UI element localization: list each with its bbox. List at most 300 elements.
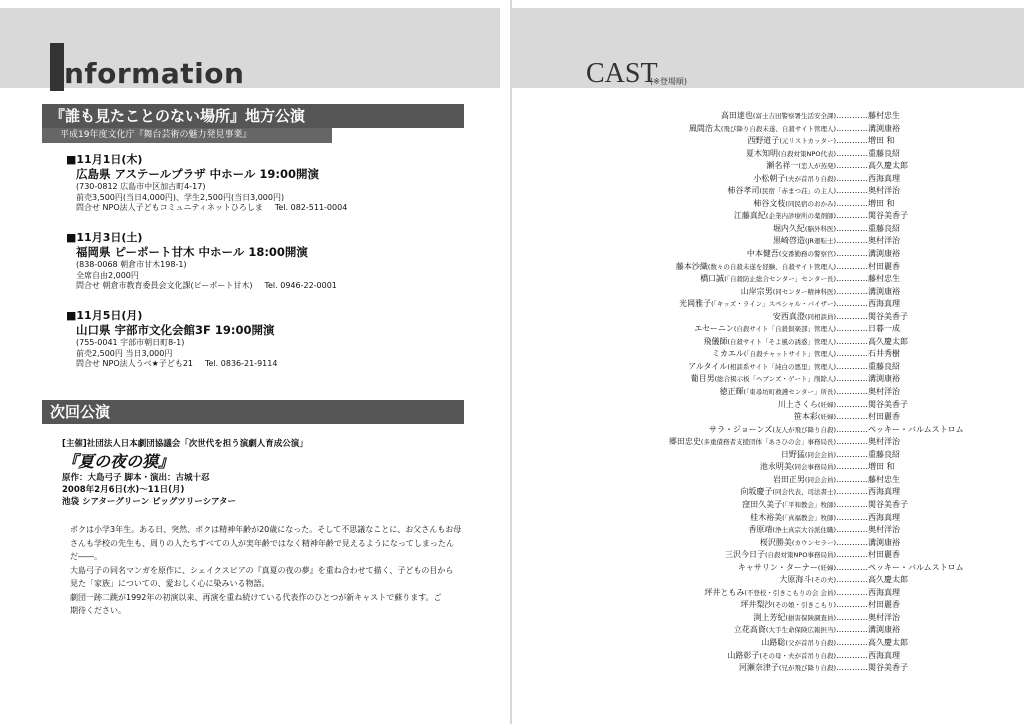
cast-character: 坪井ともみ [704, 587, 745, 597]
description-line: 期待ください。 [70, 606, 126, 615]
cast-row [512, 612, 1024, 625]
cast-role: (自殺サイト「自殺倶楽部」管理人) [733, 325, 836, 334]
cast-character-role [689, 123, 868, 136]
cast-actor: 増田 和 [868, 136, 895, 146]
cast-row [512, 562, 1024, 575]
cast-actor: 奥村洋治 [868, 387, 900, 397]
cast-actor: 藤村忠生 [868, 111, 900, 120]
cast-role: (その夫) [811, 576, 836, 585]
venue-name: 広島県 アステールプラザ 中ホール 19:00開演 [76, 167, 319, 181]
cast-character-role [761, 637, 868, 650]
cast-leader: ………… [836, 299, 868, 309]
cast-character: 大原海斗 [779, 575, 812, 585]
cast-leader: ………… [836, 424, 868, 434]
cast-character-role [679, 298, 868, 311]
cast-actor: 奥村洋治 [868, 186, 900, 196]
cast-note: (※登場順) [650, 77, 687, 86]
cast-leader: ………… [836, 361, 868, 371]
information-title: nformation [64, 57, 245, 90]
cast-character-role [721, 110, 868, 123]
cast-actor: 関谷美香子 [868, 211, 908, 221]
cast-leader: ………… [836, 324, 868, 334]
venue-3 [66, 308, 476, 370]
cast-row [512, 286, 1024, 299]
cast-leader: ………… [836, 249, 868, 259]
cast-role: (妊婦) [817, 413, 836, 422]
cast-character: 池永明美 [759, 462, 792, 472]
cast-character: 向坂慶子 [740, 487, 773, 497]
play-dates: 2008年2月6日(水)～11日(月) [62, 485, 185, 495]
cast-actor: 奥村洋治 [868, 236, 900, 246]
cast-leader: ………… [836, 161, 868, 171]
cast-character: アルタイル [688, 361, 728, 371]
information-initial [50, 43, 64, 91]
cast-character: 三沢今日子 [725, 550, 766, 560]
cast-actor: 西海真理 [868, 512, 900, 522]
cast-leader: ………… [836, 487, 868, 497]
cast-row [512, 185, 1024, 198]
cast-role: (父が首吊り自殺) [785, 638, 836, 647]
cast-role: (友人が飛び降り自殺) [772, 425, 836, 434]
description-line: 大島弓子の同名マンガを原作に、シェイクスピアの『真夏の夜の夢』を重ね合わせて描く、子どもの目から [70, 565, 454, 575]
cast-leader: ………… [836, 462, 868, 472]
cast-row [512, 461, 1024, 474]
cast-character: 西野道子 [747, 136, 780, 146]
cast-role: (相談系サイト「純白の悪里」管理人) [727, 362, 836, 371]
cast-row [512, 662, 1024, 675]
cast-actor: 重藤良紹 [868, 361, 900, 371]
cast-leader: ………… [836, 211, 868, 221]
cast-leader: ………… [836, 437, 868, 447]
cast-character: 小松朝子 [753, 173, 786, 183]
cast-character-role [742, 499, 868, 512]
cast-leader: ………… [836, 274, 868, 284]
cast-leader: ………… [836, 474, 868, 484]
cast-character-role [773, 474, 868, 487]
cast-row [512, 386, 1024, 399]
cast-actor: 重藤良紹 [868, 148, 900, 158]
venue-tel: Tel. 0836-21-9114 [205, 359, 278, 368]
information-header [0, 8, 500, 88]
cast-actor: 西海真理 [868, 650, 900, 660]
cast-leader: ………… [836, 550, 868, 560]
cast-leader: ………… [836, 148, 868, 158]
cast-character-role [734, 624, 868, 637]
cast-row [512, 499, 1024, 512]
cast-character-role [773, 235, 868, 248]
cast-row [512, 261, 1024, 274]
venue-address: (730-0812 広島市中区加古町4-17) [76, 182, 206, 191]
cast-leader: ………… [836, 663, 868, 673]
cast-leader: ………… [836, 562, 868, 572]
organizer: [主催]社団法人日本劇団協議会「次世代を担う演劇人育成公演」 [62, 439, 308, 449]
cast-character-role [747, 135, 868, 148]
cast-leader: ………… [836, 537, 868, 547]
cast-actor: 関谷美香子 [868, 399, 908, 409]
cast-character-role [725, 549, 868, 562]
cast-role: (損害保険調査員) [785, 613, 836, 622]
cast-character-role [778, 399, 868, 412]
venue-date: ■11月3日(土) [66, 231, 143, 244]
cast-leader: ………… [836, 261, 868, 271]
cast-character: 葡目男 [690, 374, 715, 384]
cast-actor: 関谷美香子 [868, 663, 908, 673]
cast-character: 堀内久紀 [772, 223, 805, 233]
play-venue: 池袋 シアターグリーン ビッグツリーシアター [62, 497, 237, 507]
cast-character-role [694, 323, 868, 336]
cast-character: 橋口誠 [700, 274, 725, 284]
cast-row [512, 323, 1024, 336]
cast-role: (同センター精神科医) [772, 287, 836, 296]
cast-leader: ………… [836, 387, 868, 397]
venue-contact: 問合せ NPO法人うべ★子ども21 Tel. 0836-21-9114 [76, 359, 278, 368]
cast-actor: ペッキー・バルムストロム [868, 562, 964, 572]
cast-role: (「平和教会」牧師) [782, 500, 836, 509]
cast-character-role [739, 662, 868, 675]
cast-leader: ………… [836, 625, 868, 635]
cast-character-role [741, 286, 868, 299]
cast-character-role [703, 336, 868, 349]
cast-role: (自殺対策NPO事務局員) [765, 551, 836, 560]
cast-role: (同会代表、司法書士) [772, 488, 836, 497]
cast-character-role [727, 185, 868, 198]
cast-actor: 奥村洋治 [868, 437, 900, 447]
cast-leader: ………… [836, 575, 868, 585]
cast-row [512, 650, 1024, 663]
cast-role: (自殺対策NPO代表) [778, 149, 836, 158]
cast-character-role [750, 512, 868, 525]
cast-actor: 関谷美香子 [868, 499, 908, 509]
cast-role: (自殺サイト「そよ風の誘惑」管理人) [727, 337, 836, 346]
cast-row [512, 537, 1024, 550]
cast-character: 山岸宗男 [740, 286, 773, 296]
cast-leader: ………… [836, 412, 868, 422]
cast-character: 安西真澄 [772, 311, 805, 321]
cast-character: 江藤真紀 [733, 211, 766, 221]
cast-leader: ………… [836, 236, 868, 246]
description-line: ボクは小学3年生。ある日、突然、ボクは精神年齢が20歳になった。そして不思議なことに、お父さんもお母 [70, 525, 462, 534]
cast-row [512, 599, 1024, 612]
cast-character: サラ・ジョーンズ [708, 424, 773, 434]
right-page [512, 0, 1024, 724]
cast-row [512, 361, 1024, 374]
cast-character-role [794, 411, 868, 424]
cast-actor: 溝渕康裕 [868, 249, 900, 259]
cast-row [512, 311, 1024, 324]
cast-title: CAST [586, 58, 658, 89]
cast-character-role [753, 612, 868, 625]
venue-1 [66, 152, 476, 214]
venue-tel: Tel. 082-511-0004 [274, 203, 348, 212]
cast-leader: ………… [836, 136, 868, 146]
cast-role: (妊婦) [817, 400, 836, 409]
description-line: さんも学校の先生も、周りの人たちすべての人が実年齢ではなく精神年齢で見えるようになってしまったん [70, 538, 454, 548]
cast-role: (夫が首吊り自殺) [785, 174, 836, 183]
cast-leader: ………… [836, 349, 868, 359]
cast-row [512, 436, 1024, 449]
cast-role: (同相談員) [804, 312, 836, 321]
cast-leader: ………… [836, 198, 868, 208]
venue-address: (838-0068 朝倉市甘木198-1) [76, 260, 187, 269]
cast-actor: 藤村忠生 [868, 474, 900, 484]
play-title: 『夏の夜の獏』 [62, 452, 175, 471]
cast-character: 桜沢勝美 [759, 537, 792, 547]
cast-role: (浄土真宗大谷派住職) [772, 526, 836, 535]
cast-character: エセーニン [694, 324, 734, 334]
cast-role: (交番勤務の警察官) [778, 250, 836, 259]
tour-title: 『誰も見たことのない場所』地方公演 [42, 104, 464, 128]
cast-row [512, 624, 1024, 637]
cast-leader: ………… [836, 123, 868, 133]
cast-role: (恋人が蒸発) [798, 162, 836, 171]
cast-character: 川上さくら [777, 399, 818, 409]
cast-row [512, 587, 1024, 600]
cast-actor: 高久慶太郎 [868, 336, 908, 346]
cast-leader: ………… [836, 311, 868, 321]
cast-role: (不登校・引きこもりの会 会員) [744, 588, 836, 597]
cast-character: 高田達也 [720, 111, 753, 120]
cast-character-role [727, 650, 868, 663]
cast-leader: ………… [836, 449, 868, 459]
cast-character-role [704, 587, 868, 600]
cast-character-role [691, 373, 868, 386]
cast-character-role [773, 223, 868, 236]
cast-row [512, 449, 1024, 462]
cast-character-role [760, 461, 868, 474]
venue-contact: 問合せ NPO法人子どもコミュニティネットひろしま Tel. 082-511-0004 [76, 203, 348, 212]
cast-row [512, 574, 1024, 587]
cast-actor: 西海真理 [868, 587, 900, 597]
cast-actor: 増田 和 [868, 462, 895, 472]
cast-character: キャサリン・ターナー [737, 562, 818, 572]
cast-row [512, 148, 1024, 161]
cast-character: 笹本彩 [793, 412, 818, 422]
cast-role: (富士吉田警察署生活安全課) [752, 112, 836, 120]
cast-actor: 西海真理 [868, 487, 900, 497]
cast-leader: ………… [836, 525, 868, 535]
cast-leader: ………… [836, 650, 868, 660]
cast-actor: 西海真理 [868, 299, 900, 309]
cast-character: 柿谷文枝 [753, 198, 786, 208]
cast-character-role [779, 574, 868, 587]
cast-row [512, 474, 1024, 487]
next-performance-title: 次回公演 [42, 400, 464, 424]
cast-role: (その母・夫が首吊り自殺) [759, 651, 836, 660]
cast-role: (同会事務局員) [791, 463, 836, 472]
cast-character-role [734, 210, 868, 223]
cast-character: 飛儀師 [703, 336, 728, 346]
cast-character: 風間浩太 [688, 123, 721, 133]
cast-character-role [676, 261, 868, 274]
cast-actor: 高久慶太郎 [868, 575, 908, 585]
cast-row [512, 424, 1024, 437]
cast-character: 光岡雅子 [679, 299, 712, 309]
cast-actor: 西海真理 [868, 173, 900, 183]
cast-row [512, 110, 1024, 123]
cast-leader: ………… [836, 223, 868, 233]
cast-character: 河瀬奈津子 [738, 663, 779, 673]
cast-list [512, 110, 1024, 675]
cast-row [512, 160, 1024, 173]
cast-actor: 高久慶太郎 [868, 637, 908, 647]
cast-actor: 日暮一成 [868, 324, 900, 334]
cast-role: (大手生命保険広報担当) [765, 626, 836, 635]
venue-name: 福岡県 ピーポート甘木 中ホール 18:00開演 [76, 245, 308, 259]
cast-role: (脳外科医) [804, 224, 836, 233]
cast-row [512, 486, 1024, 499]
cast-character-role [719, 386, 868, 399]
cast-row [512, 512, 1024, 525]
cast-character-role [753, 198, 868, 211]
cast-actor: 村田麗香 [868, 261, 900, 271]
cast-row [512, 173, 1024, 186]
cast-character: 中本健吾 [746, 249, 779, 259]
cast-character: 山路彰子 [727, 650, 760, 660]
cast-role: (数々の自殺未遂を経験、自殺サイト管理人) [707, 262, 836, 271]
cast-character: 徳正輝 [719, 387, 744, 397]
next-performance-info [62, 438, 482, 508]
cast-character: 夏木知明 [746, 148, 779, 158]
play-description [70, 524, 470, 619]
cast-character: 藤本沙織 [675, 261, 708, 271]
cast-row [512, 399, 1024, 412]
cast-role: (同会会員) [804, 475, 836, 484]
cast-row [512, 411, 1024, 424]
cast-character: 立花高資 [733, 625, 766, 635]
cast-role: (「キッズ・ライン」スペシャル・バイザー) [711, 300, 836, 309]
cast-character-role [700, 273, 868, 286]
cast-actor: 村田麗香 [868, 600, 900, 610]
cast-character-role [746, 148, 868, 161]
cast-character: 香原靖 [748, 525, 773, 535]
cast-actor: 高久慶太郎 [868, 161, 908, 171]
cast-role: (同会会員) [804, 450, 836, 459]
cast-role: (総合掲示板「ヘブンズ・ゲート」削除人) [714, 375, 836, 384]
description-line: だ――。 [70, 552, 102, 561]
cast-actor: 重藤良紹 [868, 449, 900, 459]
cast-character-role [747, 248, 868, 261]
cast-role: (同民宿のおかみ) [785, 199, 836, 208]
cast-role: (その娘・引きこもり) [772, 601, 836, 610]
cast-leader: ………… [836, 637, 868, 647]
cast-character-role [760, 537, 868, 550]
cast-character: ミカエル [711, 349, 744, 359]
cast-actor: 溝渕康裕 [868, 537, 900, 547]
cast-character-role [781, 449, 868, 462]
cast-row [512, 637, 1024, 650]
play-credits: 原作：大島弓子 脚本・演出：古城十忍 [62, 473, 210, 483]
cast-actor: 奥村洋治 [868, 525, 900, 535]
cast-actor: 藤村忠生 [868, 274, 900, 284]
cast-character: 柿谷孝司 [727, 186, 760, 196]
cast-actor: 奥村洋治 [868, 612, 900, 622]
cast-leader: ………… [836, 499, 868, 509]
cast-row [512, 336, 1024, 349]
cast-role: (企業内診療所の薬剤師) [765, 212, 836, 221]
cast-row [512, 248, 1024, 261]
venue-address: (755-0041 宇部市朝日町8-1) [76, 338, 185, 347]
cast-character: 山路聡 [761, 637, 786, 647]
cast-character: 郷田忠史 [668, 437, 701, 447]
cast-header [512, 8, 1024, 88]
venue-date: ■11月5日(月) [66, 309, 143, 322]
cast-role: (妊婦) [817, 563, 836, 572]
cast-actor: 溝渕康裕 [868, 123, 900, 133]
venue-name: 山口県 宇部市文化会館3F 19:00開演 [76, 323, 275, 337]
cast-character-role [669, 436, 868, 449]
cast-character-role [773, 311, 868, 324]
cast-role: (「東尋坊町救護センター」所長) [743, 388, 836, 397]
cast-role: (兄が飛び降り自殺) [778, 664, 836, 673]
cast-role: (カウンセラー) [791, 538, 836, 547]
cast-row [512, 524, 1024, 537]
cast-row [512, 273, 1024, 286]
cast-character: 日野猛 [780, 449, 805, 459]
venue-contact: 問合せ 朝倉市教育委員会文化課(ピーポート甘木) Tel. 0946-22-0001 [76, 281, 337, 290]
cast-character-role [712, 348, 868, 361]
cast-leader: ………… [836, 286, 868, 296]
cast-character: 坪井梨沙 [740, 600, 773, 610]
cast-leader: ………… [836, 512, 868, 522]
cast-character-role [738, 562, 868, 575]
cast-leader: ………… [836, 186, 868, 196]
cast-actor: 重藤良紹 [868, 223, 900, 233]
description-line: 見た「家族」についての、愛おしく心に染みいる物語。 [70, 579, 270, 588]
cast-leader: ………… [836, 600, 868, 610]
cast-leader: ………… [836, 587, 868, 597]
cast-row [512, 373, 1024, 386]
venue-price: 前売2,500円 当日3,000円 [76, 348, 173, 358]
cast-role: (多重債務者支援団体「あさひの会」事務局長) [700, 438, 836, 447]
cast-row [512, 198, 1024, 211]
cast-actor: 石井秀樹 [868, 349, 900, 359]
cast-character: 黒崎啓造 [772, 236, 805, 246]
cast-leader: ………… [836, 374, 868, 384]
cast-character: 桂木裕美 [750, 512, 783, 522]
cast-actor: 溝渕康裕 [868, 625, 900, 635]
cast-leader: ………… [836, 111, 868, 120]
cast-leader: ………… [836, 173, 868, 183]
cast-actor: 溝渕康裕 [868, 286, 900, 296]
cast-actor: 村田麗香 [868, 412, 900, 422]
cast-leader: ………… [836, 612, 868, 622]
venue-price: 全席自由2,000円 [76, 270, 139, 280]
cast-role: (「自殺防止総合センター」センター長) [724, 275, 836, 284]
venue-2 [66, 230, 476, 292]
venue-price: 前売3,500円(当日4,000円)、学生2,500円(当日3,000円) [76, 192, 285, 202]
tour-subtitle: 平成19年度文化庁『舞台芸術の魅力発見事業』 [42, 128, 332, 143]
cast-role: (民宿「赤まつ荘」の主人) [759, 187, 836, 196]
cast-leader: ………… [836, 336, 868, 346]
cast-actor: 溝渕康裕 [868, 374, 900, 384]
cast-row [512, 298, 1024, 311]
cast-actor: 村田麗香 [868, 550, 900, 560]
cast-character-role [748, 524, 868, 537]
cast-character: 窪田久美子 [742, 499, 783, 509]
cast-role: (元リストカッター) [779, 137, 836, 146]
cast-role: (飛び降り自殺未遂、自殺サイト管理人) [720, 124, 836, 133]
description-line: 劇団一跡二跳が1992年の初演以来、再演を重ね続けている代表作のひとつが新キャストで蘇ります。ご [70, 592, 442, 602]
cast-character: 岩田正男 [772, 474, 805, 484]
cast-row [512, 210, 1024, 223]
venue-tel: Tel. 0946-22-0001 [264, 281, 337, 290]
cast-actor: 増田 和 [868, 198, 895, 208]
cast-character: 渕上芳紀 [753, 612, 786, 622]
cast-actor: ペッキー・バルムストロム [868, 424, 964, 434]
cast-character-role [740, 486, 868, 499]
cast-role: (「真福教会」牧師) [782, 513, 836, 522]
cast-character-role [709, 424, 868, 437]
